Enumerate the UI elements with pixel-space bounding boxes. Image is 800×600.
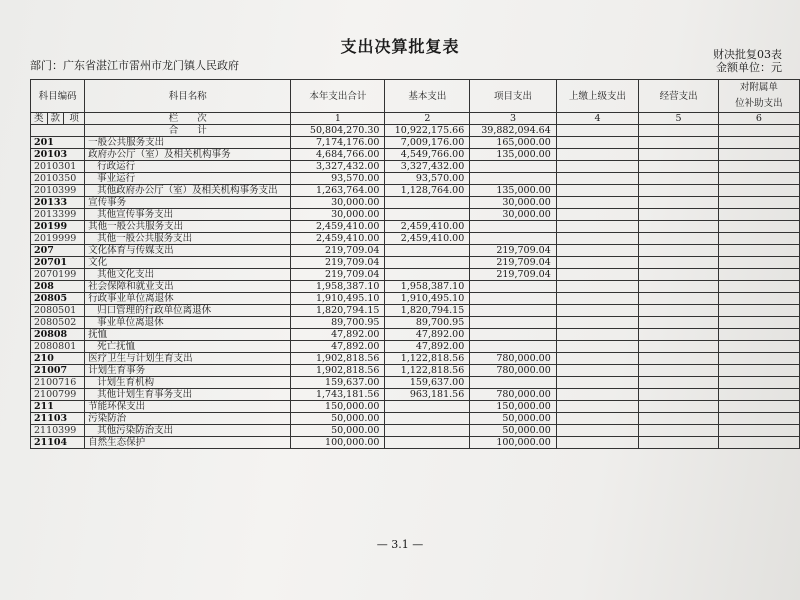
row-project: 165,000.00 <box>470 137 557 149</box>
row-basic: 1,122,818.56 <box>385 365 470 377</box>
row-business <box>639 365 719 377</box>
row-code: 2080801 <box>31 341 85 353</box>
row-upper <box>556 197 639 209</box>
table-row <box>31 413 800 425</box>
row-business <box>639 389 719 401</box>
row-code: 20103 <box>31 149 85 161</box>
table-row <box>31 233 800 245</box>
table-row <box>31 221 800 233</box>
row-subsidy <box>718 197 799 209</box>
row-code: 20199 <box>31 221 85 233</box>
row-basic <box>385 245 470 257</box>
table-row <box>31 305 800 317</box>
row-project: 780,000.00 <box>470 389 557 401</box>
row-code: 2010399 <box>31 185 85 197</box>
col-num-1: 1 <box>291 113 385 125</box>
row-code: 2080501 <box>31 305 85 317</box>
row-business <box>639 161 719 173</box>
row-total: 159,637.00 <box>291 377 385 389</box>
header-name: 科目名称 <box>85 80 291 113</box>
row-name: 抚恤 <box>85 329 291 341</box>
row-total: 2,459,410.00 <box>291 221 385 233</box>
row-basic <box>385 425 470 437</box>
total-c1: 50,804,270.30 <box>291 125 385 137</box>
row-name: 计划生育机构 <box>85 377 291 389</box>
row-business <box>639 377 719 389</box>
row-subsidy <box>718 401 799 413</box>
row-upper <box>556 329 639 341</box>
row-basic <box>385 257 470 269</box>
row-upper <box>556 233 639 245</box>
row-subsidy <box>718 185 799 197</box>
row-total: 47,892.00 <box>291 341 385 353</box>
row-basic: 159,637.00 <box>385 377 470 389</box>
row-business <box>639 221 719 233</box>
row-subsidy <box>718 293 799 305</box>
row-business <box>639 329 719 341</box>
total-c3: 39,882,094.64 <box>470 125 557 137</box>
row-business <box>639 413 719 425</box>
row-name: 归口管理的行政单位离退休 <box>85 305 291 317</box>
row-basic: 1,122,818.56 <box>385 353 470 365</box>
row-upper <box>556 161 639 173</box>
row-upper <box>556 365 639 377</box>
row-total: 3,327,432.00 <box>291 161 385 173</box>
header-row <box>31 80 800 113</box>
row-project: 30,000.00 <box>470 197 557 209</box>
row-total: 100,000.00 <box>291 437 385 449</box>
row-subsidy <box>718 341 799 353</box>
row-project <box>470 341 557 353</box>
row-upper <box>556 293 639 305</box>
row-business <box>639 281 719 293</box>
row-name: 一般公共服务支出 <box>85 137 291 149</box>
row-upper <box>556 437 639 449</box>
header-code: 科目编码 <box>31 80 85 113</box>
row-total: 1,820,794.15 <box>291 305 385 317</box>
table-row <box>31 329 800 341</box>
row-code: 2110399 <box>31 425 85 437</box>
row-subsidy <box>718 353 799 365</box>
row-business <box>639 269 719 281</box>
row-name: 死亡抚恤 <box>85 341 291 353</box>
row-upper <box>556 401 639 413</box>
row-code: 21104 <box>31 437 85 449</box>
column-number-row <box>31 113 800 125</box>
row-upper <box>556 257 639 269</box>
row-upper <box>556 353 639 365</box>
table-row <box>31 137 800 149</box>
table-row <box>31 257 800 269</box>
row-subsidy <box>718 245 799 257</box>
row-total: 30,000.00 <box>291 209 385 221</box>
header-lei: 类 <box>31 113 48 125</box>
row-upper <box>556 149 639 161</box>
department-label: 部门：广东省湛江市雷州市龙门镇人民政府 <box>30 59 239 72</box>
currency-unit: 金额单位：元 <box>716 61 782 74</box>
row-upper <box>556 185 639 197</box>
row-total: 1,743,181.56 <box>291 389 385 401</box>
row-name: 计划生育事务 <box>85 365 291 377</box>
row-basic <box>385 197 470 209</box>
row-total: 1,902,818.56 <box>291 353 385 365</box>
table-row <box>31 245 800 257</box>
row-code: 20805 <box>31 293 85 305</box>
row-code: 208 <box>31 281 85 293</box>
row-project <box>470 281 557 293</box>
row-business <box>639 137 719 149</box>
row-basic: 1,820,794.15 <box>385 305 470 317</box>
row-code: 2010301 <box>31 161 85 173</box>
header-subsidy <box>718 80 799 113</box>
total-c6 <box>718 125 799 137</box>
row-name: 自然生态保护 <box>85 437 291 449</box>
row-project: 50,000.00 <box>470 413 557 425</box>
col-num-4: 4 <box>556 113 639 125</box>
table-row <box>31 209 800 221</box>
form-number: 财决批复03表 <box>713 48 782 61</box>
row-business <box>639 245 719 257</box>
row-name: 其他污染防治支出 <box>85 425 291 437</box>
header-subsidy-line2: 位补助支出 <box>735 98 783 109</box>
row-code: 2013399 <box>31 209 85 221</box>
document-title: 支出决算批复表 <box>340 37 460 56</box>
row-upper <box>556 377 639 389</box>
header-upper: 上缴上级支出 <box>556 80 639 113</box>
total-code <box>31 125 85 137</box>
row-business <box>639 317 719 329</box>
row-total: 1,958,387.10 <box>291 281 385 293</box>
row-name: 文化体育与传媒支出 <box>85 245 291 257</box>
row-basic <box>385 437 470 449</box>
table-row <box>31 317 800 329</box>
table-row <box>31 269 800 281</box>
row-name: 文化 <box>85 257 291 269</box>
row-business <box>639 305 719 317</box>
total-c5 <box>639 125 719 137</box>
header-project: 项目支出 <box>470 80 557 113</box>
row-project: 100,000.00 <box>470 437 557 449</box>
table-row <box>31 341 800 353</box>
row-name: 污染防治 <box>85 413 291 425</box>
table-row <box>31 185 800 197</box>
header-basic: 基本支出 <box>385 80 470 113</box>
row-upper <box>556 173 639 185</box>
row-total: 30,000.00 <box>291 197 385 209</box>
row-name: 事业运行 <box>85 173 291 185</box>
table-row <box>31 401 800 413</box>
row-business <box>639 437 719 449</box>
row-subsidy <box>718 173 799 185</box>
row-subsidy <box>718 149 799 161</box>
row-total: 1,902,818.56 <box>291 365 385 377</box>
header-business: 经营支出 <box>639 80 719 113</box>
row-project: 780,000.00 <box>470 365 557 377</box>
row-project: 219,709.04 <box>470 257 557 269</box>
row-code: 20808 <box>31 329 85 341</box>
total-label: 合 计 <box>85 125 291 137</box>
row-project <box>470 173 557 185</box>
row-code: 2100799 <box>31 389 85 401</box>
row-name: 医疗卫生与计划生育支出 <box>85 353 291 365</box>
row-business <box>639 173 719 185</box>
row-upper <box>556 425 639 437</box>
row-business <box>639 401 719 413</box>
row-basic: 2,459,410.00 <box>385 233 470 245</box>
row-total: 1,910,495.10 <box>291 293 385 305</box>
row-total: 4,684,766.00 <box>291 149 385 161</box>
row-business <box>639 257 719 269</box>
row-subsidy <box>718 377 799 389</box>
row-business <box>639 425 719 437</box>
header-xiang: 项 <box>64 113 85 125</box>
row-project <box>470 377 557 389</box>
row-total: 50,000.00 <box>291 413 385 425</box>
row-upper <box>556 413 639 425</box>
total-row <box>31 125 800 137</box>
header-kuan: 款 <box>47 113 64 125</box>
row-business <box>639 185 719 197</box>
table-row <box>31 365 800 377</box>
row-project: 219,709.04 <box>470 269 557 281</box>
row-basic: 3,327,432.00 <box>385 161 470 173</box>
row-business <box>639 149 719 161</box>
table-row <box>31 353 800 365</box>
row-basic: 2,459,410.00 <box>385 221 470 233</box>
row-basic: 47,892.00 <box>385 341 470 353</box>
row-name: 其他文化支出 <box>85 269 291 281</box>
row-project <box>470 305 557 317</box>
header-lanci: 栏 次 <box>85 113 291 125</box>
row-name: 其他计划生育事务支出 <box>85 389 291 401</box>
header-subsidy-line1: 对附属单 <box>739 82 778 93</box>
total-c2: 10,922,175.66 <box>385 125 470 137</box>
row-basic: 1,910,495.10 <box>385 293 470 305</box>
row-upper <box>556 137 639 149</box>
row-basic <box>385 401 470 413</box>
table-row <box>31 197 800 209</box>
row-upper <box>556 389 639 401</box>
table-row <box>31 161 800 173</box>
table-row <box>31 437 800 449</box>
row-project: 150,000.00 <box>470 401 557 413</box>
row-business <box>639 197 719 209</box>
row-basic <box>385 269 470 281</box>
col-num-3: 3 <box>470 113 557 125</box>
row-basic: 89,700.95 <box>385 317 470 329</box>
row-basic: 1,128,764.00 <box>385 185 470 197</box>
row-subsidy <box>718 317 799 329</box>
page-number: — 3.1 — <box>376 538 424 551</box>
row-subsidy <box>718 305 799 317</box>
row-subsidy <box>718 221 799 233</box>
row-subsidy <box>718 233 799 245</box>
row-name: 其他宣传事务支出 <box>85 209 291 221</box>
row-business <box>639 353 719 365</box>
row-code: 201 <box>31 137 85 149</box>
row-subsidy <box>718 281 799 293</box>
row-total: 219,709.04 <box>291 269 385 281</box>
row-code: 21007 <box>31 365 85 377</box>
row-subsidy <box>718 137 799 149</box>
row-code: 2019999 <box>31 233 85 245</box>
row-code: 207 <box>31 245 85 257</box>
row-total: 47,892.00 <box>291 329 385 341</box>
table-row <box>31 293 800 305</box>
row-basic: 7,009,176.00 <box>385 137 470 149</box>
table-row <box>31 425 800 437</box>
row-project <box>470 293 557 305</box>
row-code: 20133 <box>31 197 85 209</box>
row-subsidy <box>718 329 799 341</box>
row-total: 93,570.00 <box>291 173 385 185</box>
col-num-5: 5 <box>639 113 719 125</box>
row-basic: 1,958,387.10 <box>385 281 470 293</box>
row-basic: 4,549,766.00 <box>385 149 470 161</box>
row-business <box>639 209 719 221</box>
row-upper <box>556 221 639 233</box>
row-upper <box>556 209 639 221</box>
row-project: 30,000.00 <box>470 209 557 221</box>
row-name: 事业单位离退休 <box>85 317 291 329</box>
row-total: 50,000.00 <box>291 425 385 437</box>
row-subsidy <box>718 389 799 401</box>
row-project: 135,000.00 <box>470 149 557 161</box>
col-num-6: 6 <box>718 113 799 125</box>
row-project <box>470 317 557 329</box>
row-code: 210 <box>31 353 85 365</box>
row-subsidy <box>718 161 799 173</box>
table-row <box>31 281 800 293</box>
row-project: 219,709.04 <box>470 245 557 257</box>
row-subsidy <box>718 425 799 437</box>
row-code: 211 <box>31 401 85 413</box>
row-code: 20701 <box>31 257 85 269</box>
row-upper <box>556 341 639 353</box>
row-project: 50,000.00 <box>470 425 557 437</box>
row-name: 政府办公厅（室）及相关机构事务 <box>85 149 291 161</box>
row-subsidy <box>718 365 799 377</box>
row-code: 21103 <box>31 413 85 425</box>
row-upper <box>556 305 639 317</box>
row-total: 1,263,764.00 <box>291 185 385 197</box>
row-subsidy <box>718 209 799 221</box>
row-name: 宣传事务 <box>85 197 291 209</box>
row-total: 219,709.04 <box>291 257 385 269</box>
header-total: 本年支出合计 <box>291 80 385 113</box>
row-project <box>470 329 557 341</box>
row-name: 其他一般公共服务支出 <box>85 233 291 245</box>
row-code: 2080502 <box>31 317 85 329</box>
row-basic <box>385 413 470 425</box>
row-name: 其他政府办公厅（室）及相关机构事务支出 <box>85 185 291 197</box>
table-row <box>31 149 800 161</box>
row-business <box>639 233 719 245</box>
row-name: 节能环保支出 <box>85 401 291 413</box>
row-project <box>470 221 557 233</box>
row-project: 135,000.00 <box>470 185 557 197</box>
row-name: 社会保障和就业支出 <box>85 281 291 293</box>
row-upper <box>556 245 639 257</box>
row-code: 2100716 <box>31 377 85 389</box>
row-basic <box>385 209 470 221</box>
table-row <box>31 377 800 389</box>
row-total: 89,700.95 <box>291 317 385 329</box>
row-name: 其他一般公共服务支出 <box>85 221 291 233</box>
document-reference <box>713 48 782 74</box>
row-total: 219,709.04 <box>291 245 385 257</box>
row-basic: 47,892.00 <box>385 329 470 341</box>
row-business <box>639 293 719 305</box>
table-body <box>31 137 800 449</box>
row-basic: 93,570.00 <box>385 173 470 185</box>
row-name: 行政运行 <box>85 161 291 173</box>
row-project: 780,000.00 <box>470 353 557 365</box>
row-code: 2010350 <box>31 173 85 185</box>
row-total: 7,174,176.00 <box>291 137 385 149</box>
row-subsidy <box>718 257 799 269</box>
row-basic: 963,181.56 <box>385 389 470 401</box>
row-subsidy <box>718 413 799 425</box>
row-code: 2070199 <box>31 269 85 281</box>
table-row <box>31 389 800 401</box>
col-num-2: 2 <box>385 113 470 125</box>
row-project <box>470 233 557 245</box>
row-upper <box>556 281 639 293</box>
total-c4 <box>556 125 639 137</box>
row-name: 行政事业单位离退休 <box>85 293 291 305</box>
row-project <box>470 161 557 173</box>
row-upper <box>556 317 639 329</box>
row-subsidy <box>718 437 799 449</box>
row-total: 2,459,410.00 <box>291 233 385 245</box>
row-business <box>639 341 719 353</box>
row-subsidy <box>718 269 799 281</box>
row-total: 150,000.00 <box>291 401 385 413</box>
table-row <box>31 173 800 185</box>
expenditure-table <box>30 79 800 449</box>
row-upper <box>556 269 639 281</box>
